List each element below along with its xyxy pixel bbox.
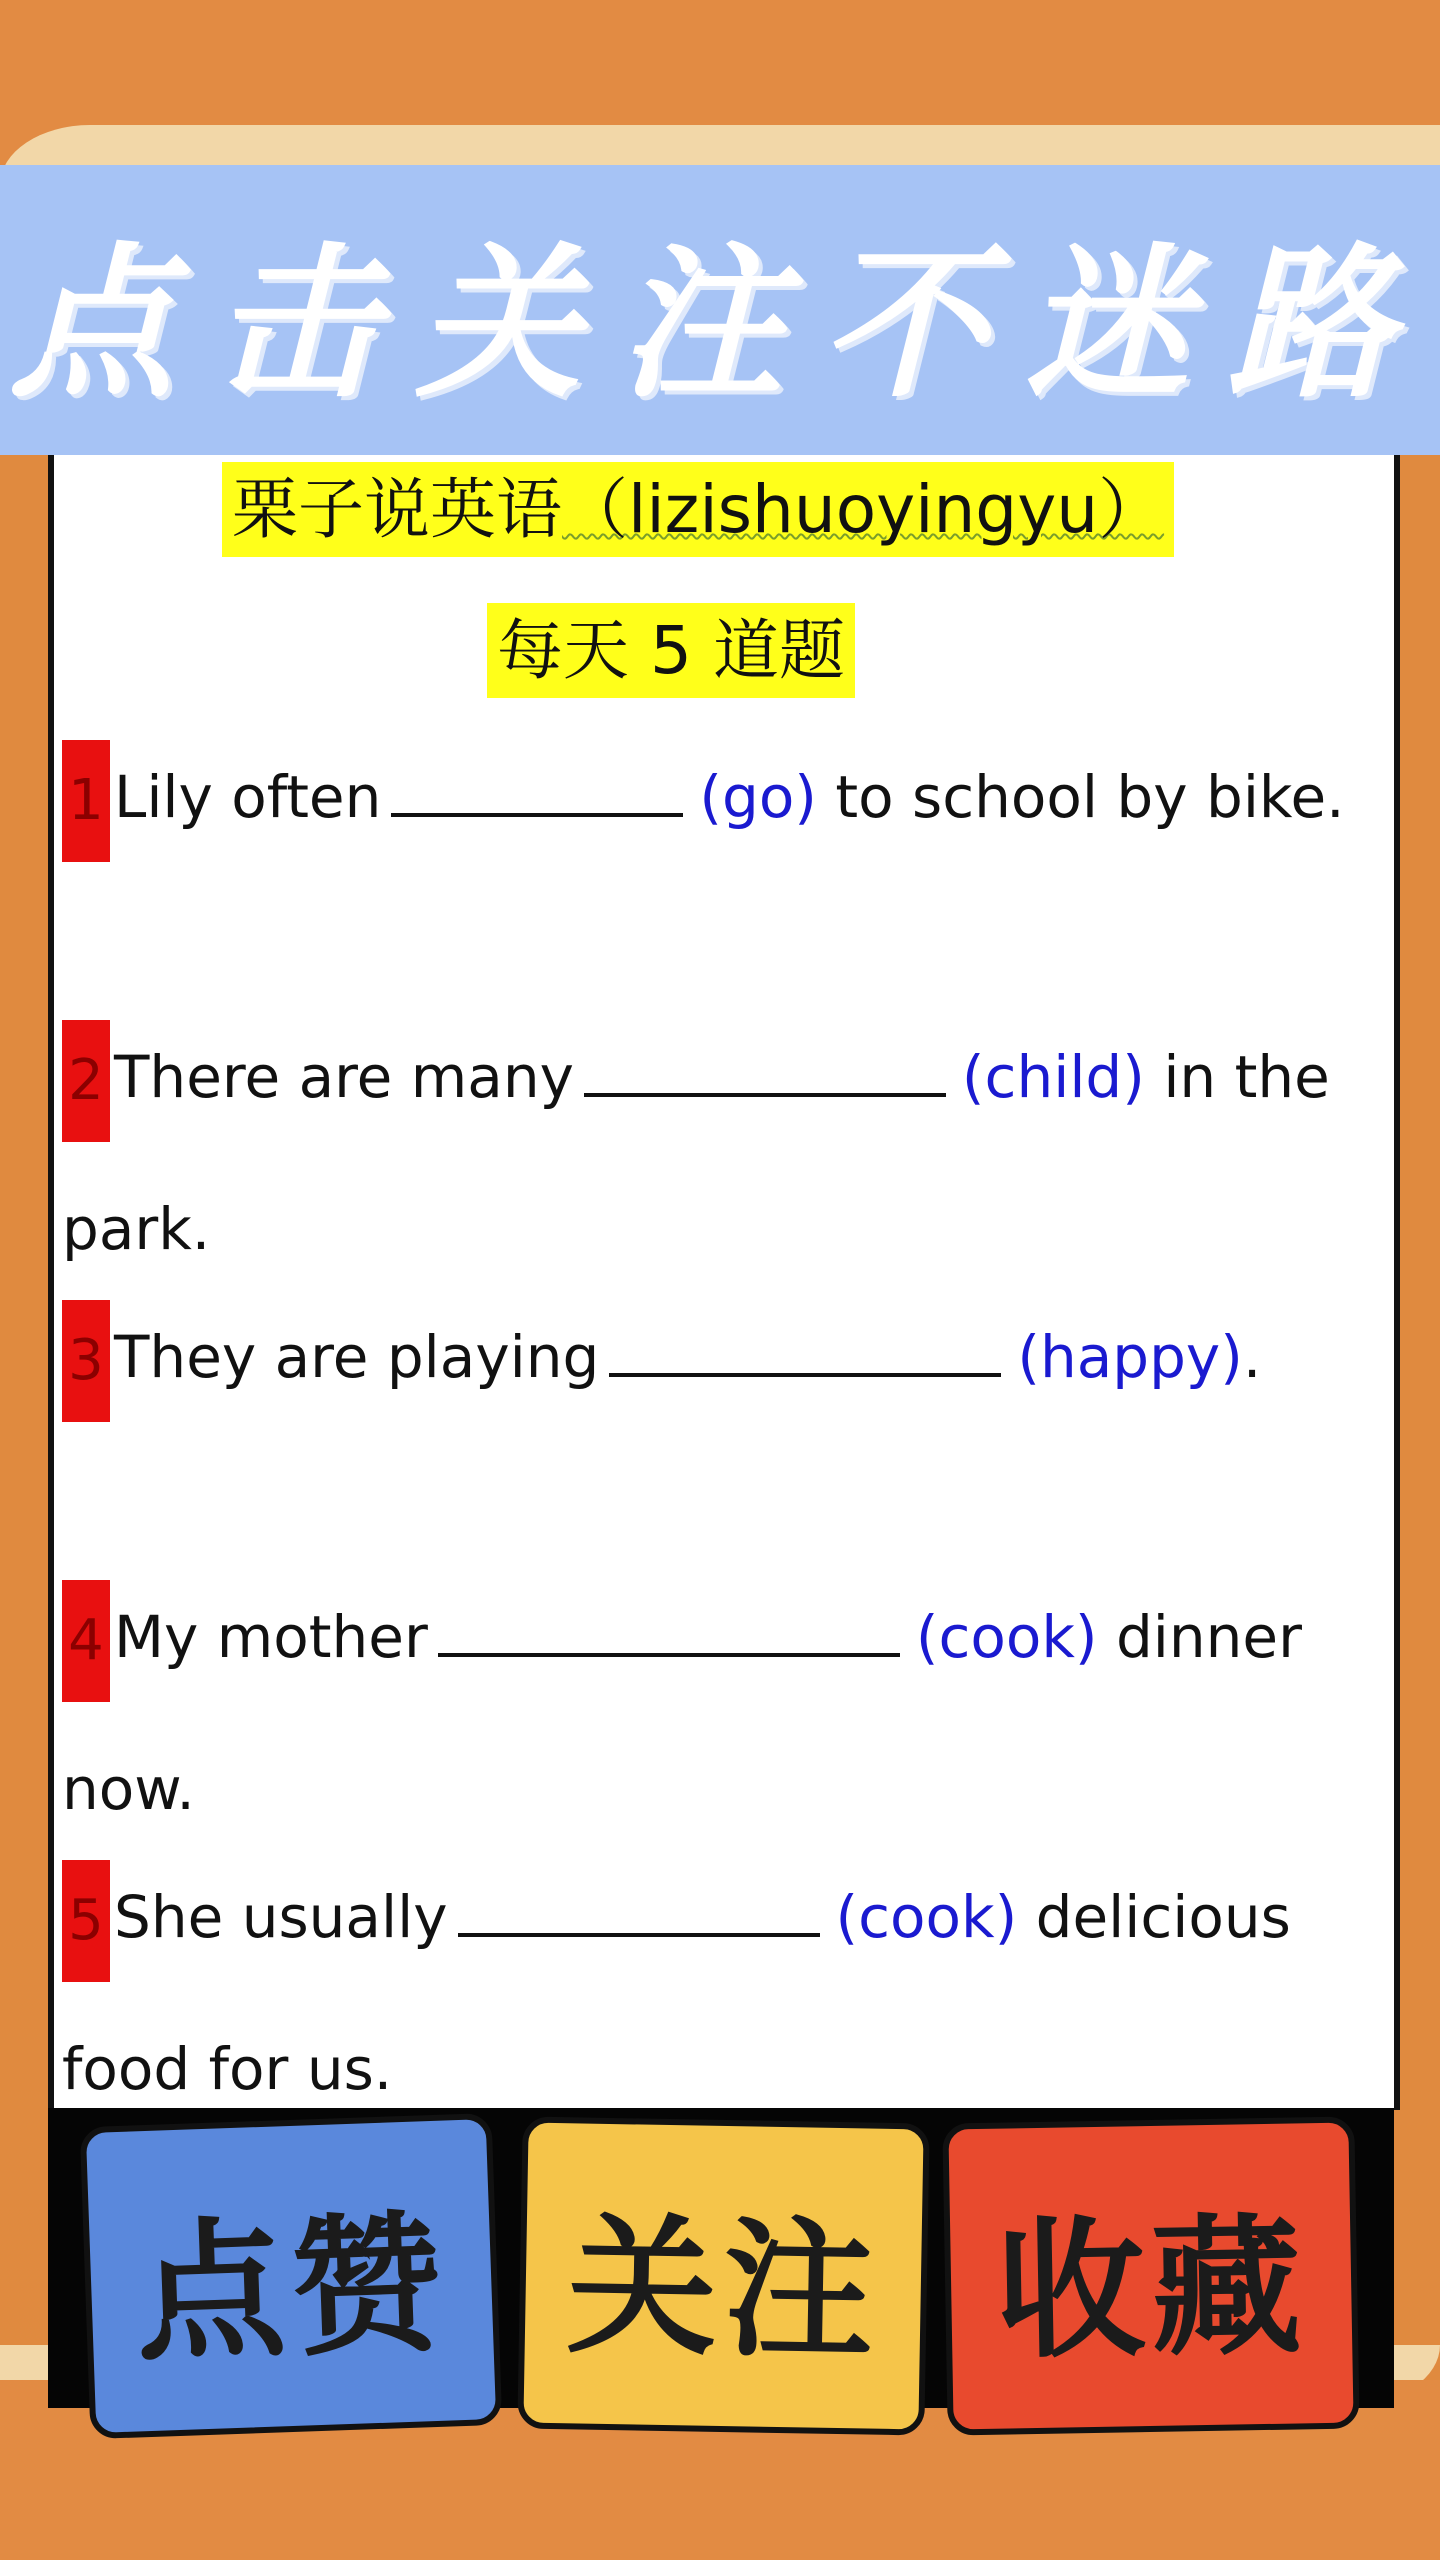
title-pinyin: （lizishuoyingyu） — [562, 471, 1165, 548]
subtitle-text: 每天 5 道题 — [487, 603, 855, 698]
title-chinese: 栗子说英语 — [232, 471, 562, 548]
answer-blank[interactable] — [391, 763, 683, 817]
question-text-after: dinner — [1115, 1603, 1302, 1672]
question-number: 2 — [62, 1020, 110, 1142]
question-number: 1 — [62, 740, 110, 862]
question-1 — [62, 740, 1382, 862]
follow-button[interactable]: 关注 — [517, 2116, 929, 2435]
follow-banner[interactable] — [0, 165, 1440, 455]
question-2 — [62, 1020, 1382, 1142]
question-text-before: My mother — [114, 1603, 428, 1672]
question-text-before: She usually — [114, 1883, 448, 1952]
collect-button[interactable]: 收藏 — [942, 2116, 1359, 2435]
question-hint: (cook) — [915, 1603, 1098, 1672]
answer-blank[interactable] — [609, 1323, 1001, 1377]
question-text-before: Lily often — [114, 763, 382, 832]
worksheet-subtitle — [487, 603, 855, 698]
question-hint: (child) — [961, 1043, 1145, 1112]
answer-blank[interactable] — [584, 1043, 946, 1097]
question-text-after: delicious — [1035, 1883, 1291, 1952]
like-button[interactable]: 点赞 — [80, 2113, 503, 2439]
question-text-after: to school by bike. — [835, 763, 1345, 832]
question-4-continuation: now. — [62, 1755, 195, 1823]
question-5 — [62, 1860, 1382, 1982]
answer-blank[interactable] — [458, 1883, 820, 1937]
worksheet-title — [222, 462, 1174, 557]
question-number: 3 — [62, 1300, 110, 1422]
question-4 — [62, 1580, 1382, 1702]
question-text-before: There are many — [114, 1043, 574, 1112]
question-number: 4 — [62, 1580, 110, 1702]
question-3 — [62, 1300, 1382, 1422]
banner-text: 点击关注不迷路 — [9, 227, 1431, 420]
question-hint: (cook) — [835, 1883, 1018, 1952]
question-hint: (go) — [699, 763, 817, 832]
question-text-after: in the — [1163, 1043, 1330, 1112]
question-number: 5 — [62, 1860, 110, 1982]
question-5-continuation: food for us. — [62, 2035, 393, 2103]
question-text-before: They are playing — [114, 1323, 600, 1392]
question-hint: (happy) — [1017, 1323, 1243, 1392]
answer-blank[interactable] — [438, 1603, 900, 1657]
question-2-continuation: park. — [62, 1195, 211, 1263]
question-text-after: . — [1242, 1323, 1262, 1392]
